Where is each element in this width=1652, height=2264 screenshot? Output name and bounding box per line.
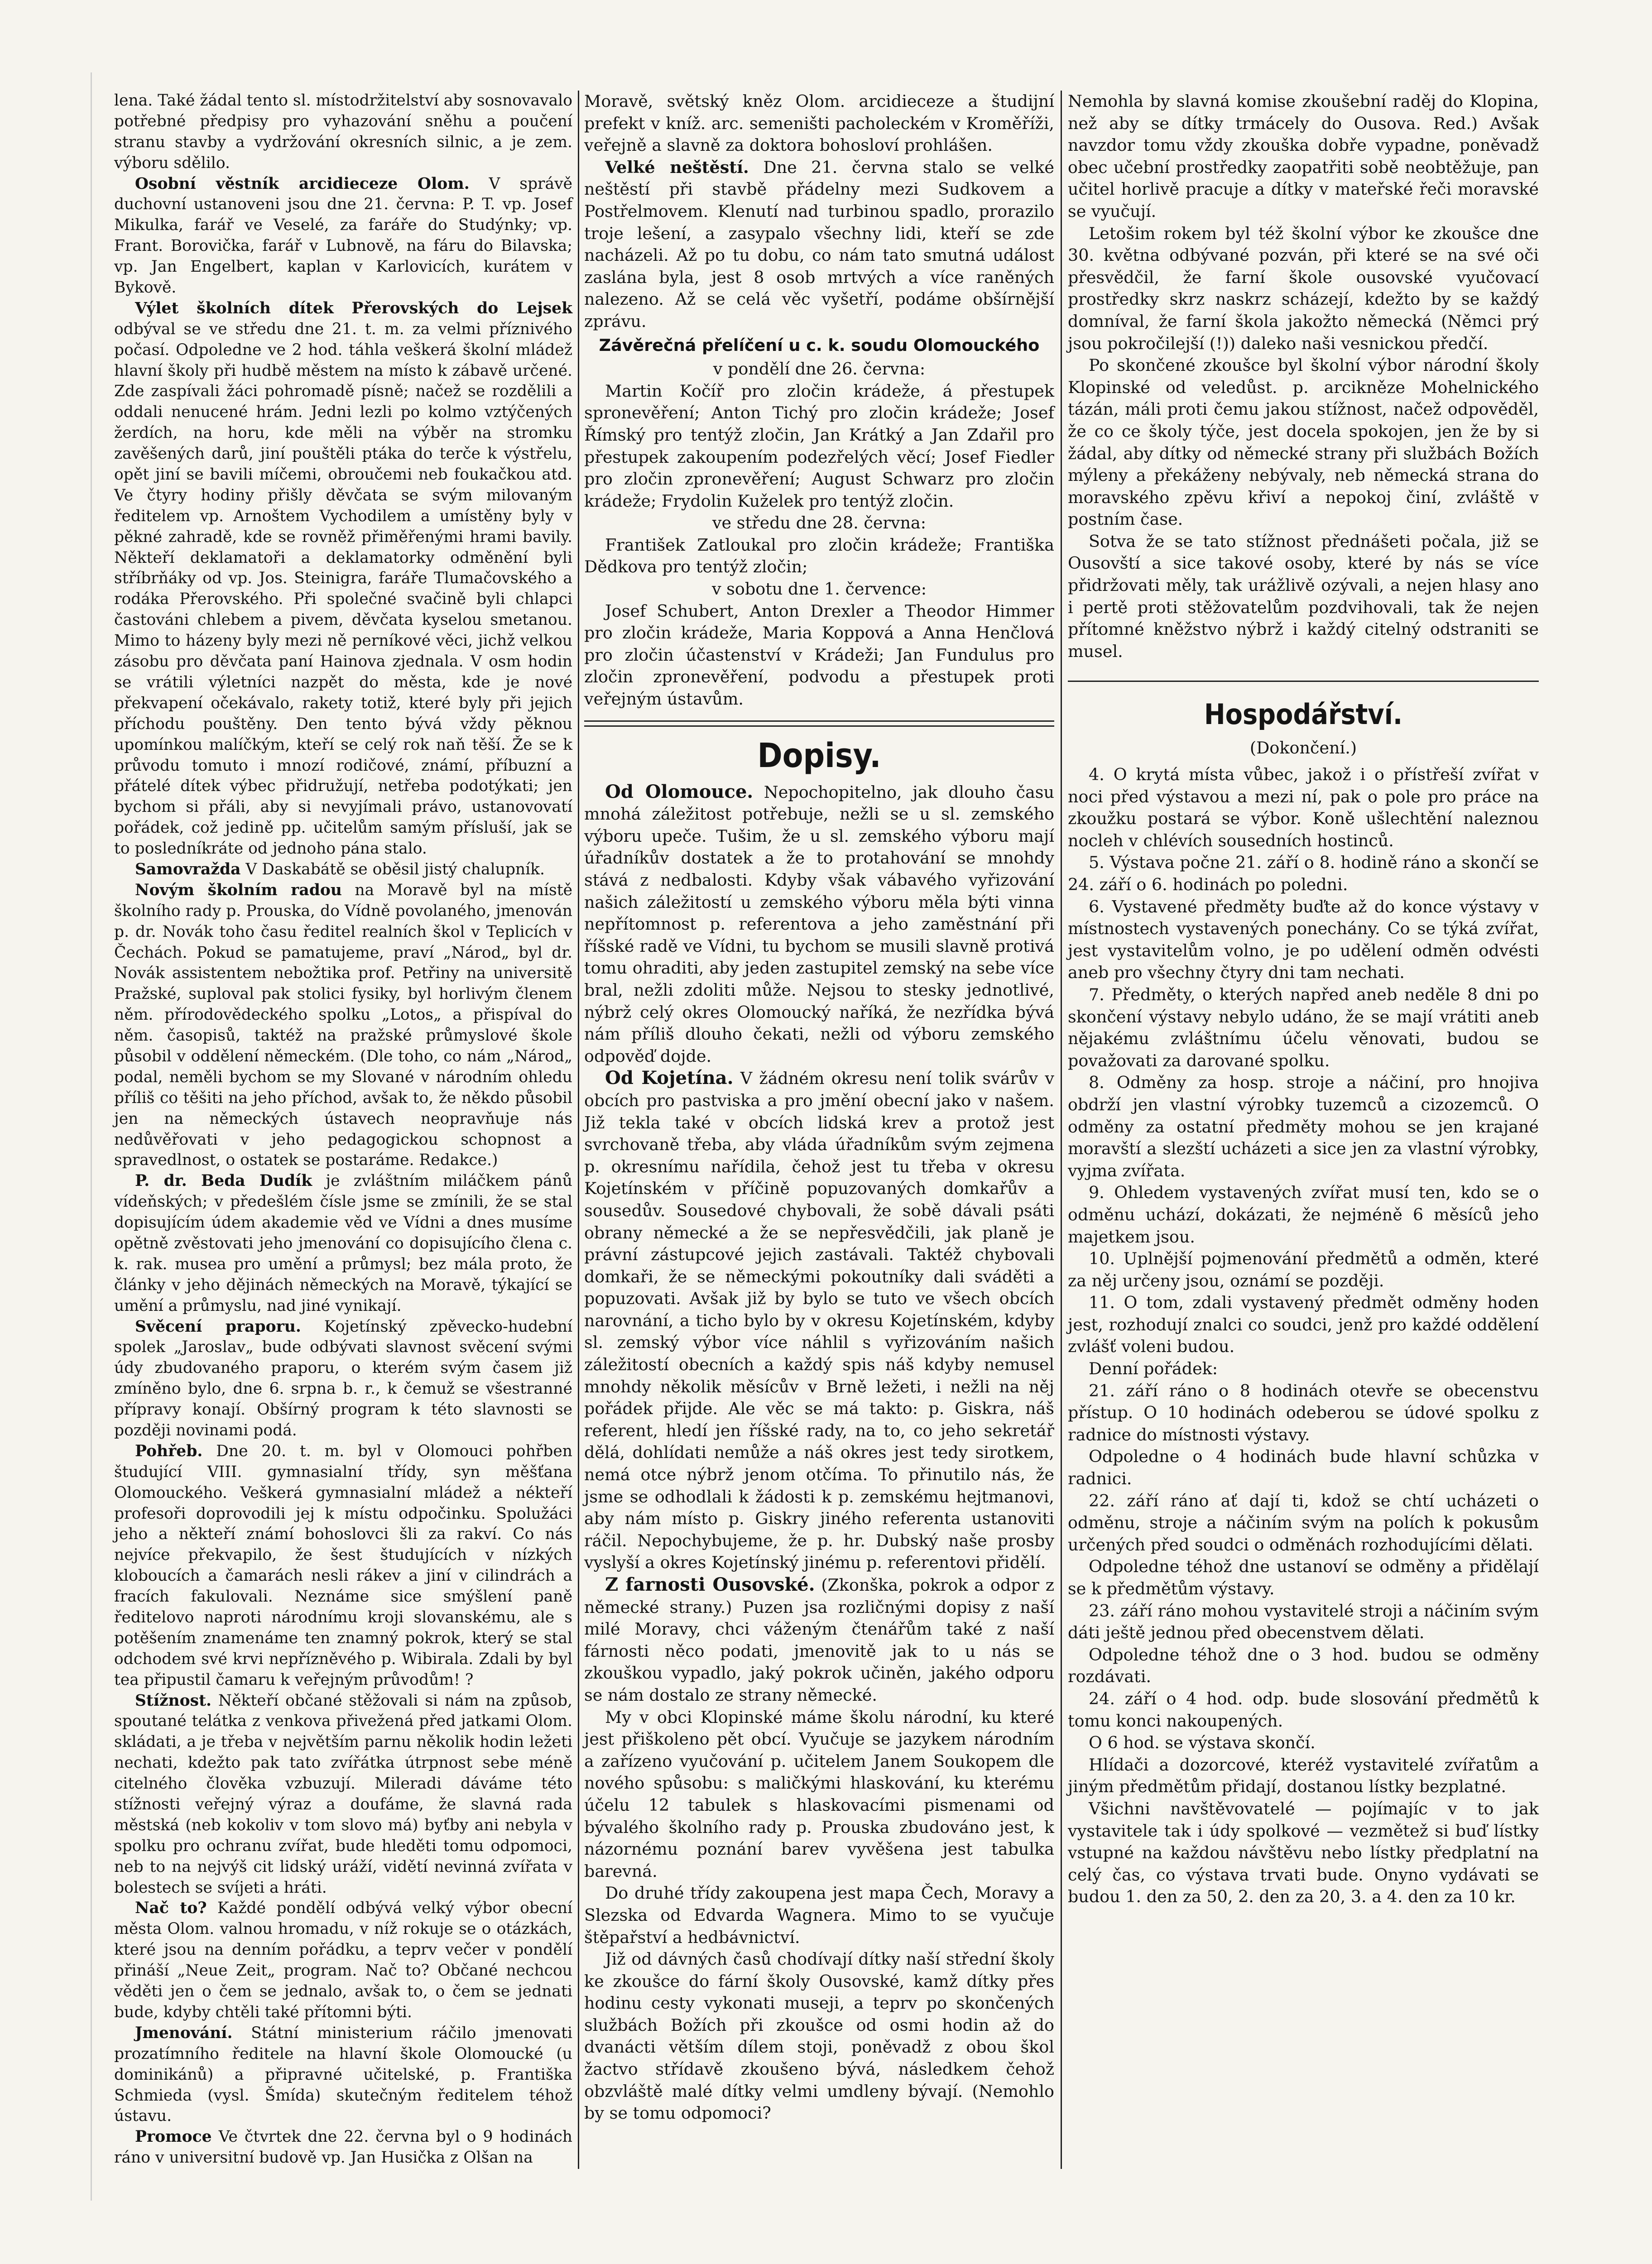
letter-ousov [584, 1574, 1054, 1707]
order-item: O 6 hod. se výstava skončí. [1089, 1733, 1316, 1753]
hospodarstvi-subtitle: (Dokončení.) [1249, 738, 1357, 758]
daily-order-list [1068, 1380, 1539, 1908]
article-heading: Pohřeb. [135, 1442, 203, 1460]
letter-paragraph: Nemohla by slavná komise zkoušební raděj do Klopina, než aby se dítky trmácely do Ousova. Red.) Avšak navzdor tomu vždy zkouška dobře vypadne, poněvadž obec učební prostředky zaopatřiti sobě neobtěžuje, pan učitel horlivě pracuje a dítky v mateřské řeči moravské se vyučují. [1068, 91, 1539, 221]
court-date: v sobotu dne 1. července: [711, 579, 927, 599]
article-heading: Výlet školních dítek Přerovských do Lejsek [135, 299, 572, 317]
article-heading: Stížnost. [135, 1691, 212, 1710]
rule-item: 9. Ohledem vystavených zvířat musí ten, kdo se o odměnu uchází, dokázati, že nejméně 6 měsíců jeho majetkem jsou. [1068, 1183, 1539, 1247]
article-velke-nestesti [584, 157, 1054, 333]
article [114, 174, 572, 298]
article-text: V správě duchovní ustanoveni jsou dne 21. června: P. T. vp. Josef Mikulka, farář ve Veselé, za faráře do Studýnky; vp. Frant. Borovička, farář v Lubnově, na fáru do Bilavska; vp. Jan Engelbert, kaplan v Karlovicích, kurátem v Bykově. [114, 174, 573, 297]
rule-item: 10. Uplnější pojmenování předmětů a odměn, které za něj určeny jsou, oznámí se později. [1068, 1249, 1539, 1290]
daily-order-label: Denní pořádek: [1089, 1359, 1218, 1379]
court-date: ve středu dne 28. června: [712, 513, 927, 533]
letter-ousov-paragraph: Již od dávných časů chodívají dítky naší střední školy ke zkoušce do fární školy Ousovské, kamž dítky přes hodinu cesty vykonati museji, a teprv po skončených službách Božích při zkoušce od osmi hodin až do dvanácti větším dílem stoji, poněvadž z obou škol žactvo střídavě zkoušeno bývá, následkem čehož obzvláště malé dítky velmi umdleny bývají. (Nemohlo by se tomu odpomoci? [584, 1949, 1054, 2123]
article [114, 1317, 572, 1441]
order-item: Všichni navštěvovatelé — pojímajíc v to jak vystavitele tak i údy spolkové — vezmětež si buď lístky vstupné na každou návštěvu nebo lístky předplatní na celý čas, co výstava trvati bude. Onyno vydávati se budou 1. den za 50, 2. den za 20, 3. a 4. den za 10 kr. [1068, 1799, 1539, 1907]
article [114, 1691, 572, 1899]
article-text: Dne 20. t. m. byl v Olomouci pohřben študující VIII. gymnasialní třídy, syn měšťana Olomouckého. Veškerá gymnasialní mládež a nékteří profesoři doprovodili jej k místu odpočinku. Spolužáci jeho a někteří známí bohoslovci šli za rakví. Co nás nejvíce překvapilo, že šest študujících v nízkých kloboucích a čamarách nesli rákev a jiní v cilindrách a fracích fakulovali. Neznáme sice smýšlení paně ředitelovo naproti národnímu kroji slovanskému, ale s potěšením znamenáme ten znamný pokrok, který se stal odchodem své krvi nepřízněvého p. Wibirala. Zdali by byl tea připustil čamaru k veřejným průvodům! ? [114, 1442, 573, 1689]
article-text: na Moravě byl na místě školního rady p. Prouska, do Vídně povolaného, jmenován p. dr. Novák toho času ředitel realních škol v Teplicích v Čechách. Pokud se pamatujeme, praví „Národ„ byl dr. Novák assistentem nebožtika prof. Petřiny na universitě Pražské, suploval pak stolici fysiky, byl horlivým členem něm. přírodovědeckého spolku „Lotos„ a přispíval do něm. časopisů, taktéž na pražské průmyslové škole působil v oddělení německém. (Dle toho, co nám „Národ„ podal, neměli bychom se my Slované v národním ohledu příliš co těšiti na jeho příchod, avšak to, že někdo působil jen na německých ústavech neopravňuje nás nedůvěřovati v jeho pedagogickou schopnost a spravedlnost, o ostatek se postaráme. Redakce.) [114, 881, 573, 1170]
letter-text: V žádném okresu není tolik svárův v obcích pro pastviska a pro jmění obecní jako v našem. Již tekla také v obcích lidská krev a protož jest svrchovaně třeba, aby vláda úřadníkům svým zejmena p. okresnímu nařídila, čehož jest tu třeba v okresu Kojetínském v příčině popuzovaných domkařův a sousedův. Sousedové chybovali, že sobě dávali psáti obrany německé a že se nepřesvědčili, jak planě je právní zástupcové jejich zastávali. Taktéž chybovali domkaři, že se německými pokoutníky dali sváděti a popuzovati. Avšak již by bylo se tuto ve všech obcích narovnání, a ticho bylo by v okresu Kojetínském, kdyby sl. zemský výbor více náhlil s vyřizováním našich záležitostí obecních a každý spis náš kdyby nemusel mnohdy několik měsícův v Brně ležeti, i nežli na něj pořádek přijde. Ale věc se má takto: p. Giskra, náš referent, hledí jen říšské rady, na to, co jeho sekretář dělá, dohlídati nemůže a náš okres jest tedy sirotkem, nemá otce nýbrž jenom otčíma. To přinutilo nás, že jsme se odhodlali k žádosti k p. zemskému hejtmanovi, aby nám místo p. Giskry jiného referenta ustanoviti ráčil. Nepochybujeme, že p. hr. Dubský naše prosby vyslyší a okres Kojetínský jinému p. referentovi přidělí. [584, 1069, 1054, 1573]
article [114, 880, 572, 1171]
article-text: Dne 21. června stalo se velké neštěstí při stavbě přádelny mezi Sudkovem a Postřelmovem. Klenutí nad turbinou spadlo, prorazilo troje lešení, a zasypalo všechny lidi, kteří se zde nacházeli. Až po tu dobu, co nám tato smutná událost zaslána byla, jest 8 osob mrtvých a více raněných nalezeno. Až se celá věc vyšetří, podáme obšírnější zprávu. [584, 157, 1054, 331]
rule-item: 11. O tom, zdali vystavený předmět odměny hoden jest, rozhodují znalci co soudci, jenž pro každé oddělení zvlášť voleni budou. [1068, 1293, 1539, 1357]
court-cases: Martin Kočíř pro zločin krádeže, á přestupek spronevěření; Anton Tichý pro zločin krádeže; Josef Římský pro tentýž zločin, Jan Krátký a Jan Zdařil pro přestupek zakoupením podezřelých věcí; Josef Fiedler pro zločin zpronevěření; August Schwarz pro zločin krádeže; Frydolin Kuželek pro tentýž zločin. [584, 381, 1054, 511]
column-rule-1 [578, 91, 579, 2169]
letter-heading: Od Olomouce. [605, 781, 754, 802]
letter-paragraph: Letošim rokem byl též školní výbor ke zkoušce dne 30. května odbývané pozván, při které se na své oči přesvědčil, že farní škole ousovské vyučovací prostředky skrz naskrz scházejí, kdežto by se každý domníval, že farní škola jakožto německá (Němci prý jsou pokročilejší (!)) daleko naši vesnickou předčí. [1068, 223, 1539, 353]
hospodarstvi-title: Hospodářství. [1204, 698, 1403, 731]
letter-text: Nepochopitelno, jak dlouho času mnohá záležitost potřebuje, nežli se u sl. zemského výboru upeče. Tušim, že u sl. zemského výboru mají úřadníkův dostatek a že to protahování se mnohdy stává z nedbalosti. Kdyby však vábavého vyřizování našich záležitostí u zemského výboru měla býti vinna nepřítomnost p. referentova a jeho zaměstnání při říšské radě ve Vídni, tu bychom se musili slavně protivá tomu ohraditi, aby jeden zastupitel zemský na sebe více bral, nežli zdoliti může. Nejsou to stesky jednotlivé, nýbrž celý okres Olomoucký naříká, že nezřídka bývá nám příliš dlouho čekati, nežli od výboru zemského odpověď dojde. [584, 782, 1054, 1066]
order-item: Odpoledne o 4 hodinách bude hlavní schůzka v radnici. [1068, 1447, 1539, 1489]
article-heading: Novým školním radou [135, 881, 342, 899]
court-listing [584, 358, 1054, 710]
article-heading: Promoce [135, 2128, 212, 2146]
letter-kojetin [584, 1067, 1054, 1574]
court-section-title: Závěrečná přelíčení u c. k. soudu Olomouckého [599, 335, 1040, 355]
rule-item: 7. Předměty, o kterých napřed aneb neděle 8 dni po skončení výstavy nebylo udáno, že se mají vrátiti aneb nějakému zvláštnímu účelu věnovati, budou se považovati za darované spolku. [1068, 984, 1539, 1070]
article-text: Někteří občané stěžovali si nám na způsob, spoutané telátka z venkova přivežená před jatkami Olom. skládati, a je třeba v největším parnu několik hodin ležeti nechati, kdežto pak tato zvířátka útrpnost sebe méně citelného člověka vzbuzují. Mileradi dáváme této stížnosti veřejný výraz a doufáme, že slavná rada městská (neb kokoliv v tom slovo má) byťby ani nebyla v spolku pro ochranu zvířat, bude hleděti tomu odpomoci, neb to na nejvýš cit lidský uráží, vidětí nevinná zvířata v bolestech se svíjeti a hráti. [114, 1691, 572, 1897]
column-middle [584, 91, 1054, 2125]
section-divider [1068, 681, 1539, 682]
rule-item: 6. Vystavené předměty buďte až do konce výstavy v místnostech vystavených ponechány. Co se týká zvířat, jest vystavitelům volno, je po udělení odměn odvésti aneb pro všechny čtyry dni tam nechati. [1068, 897, 1539, 983]
article [114, 1171, 572, 1316]
article-heading: Osobní věstník arcidieceze Olom. [135, 174, 470, 193]
article [114, 1441, 572, 1691]
article-text: odbýval se ve středu dne 21. t. m. za velmi příznivého počasí. Odpoledne ve 2 hod. táhla veškerá školní mládež hlavní školy při hudbě městem na místo k zábavě určené. Zde zaspívali žáci pohromadě písně; načež se rozdělili a oddali nenucené hrám. Jedni lezli po kolmo vztýčených žerdích, na horu, kde měli na výběr na stromku zavěšených darů, jiní pouštěli ptáka do terče k výstřelu, opět jiní se bavili míčemi, obroučemi neb foukačkou atd. Ve čtyry hodiny přišly děvčata se svým milovaným ředitelem vp. Arnoštem Vychodilem a umístěny byly v pěkné zahradě, kde se rovněž přiměřenými hrami bavily. Někteří deklamatoři a deklamatorky odměnění byli stříbrňáky od vp. Jos. Steinigra, faráře Tlumačovského a rodáka Přerovského. Při společné svačině byli chlapci častováni chlebem a pivem, děvčata kyselou smetanou. Mimo to házeny byly mezi ně perníkové věci, jichž velkou zásobu pro děvčata paní Hainova zjednala. V osm hodin se vrátili výletníci nazpět do města, kde je nové překvapení očekávalo, rakety totiž, které byly při jejich příchodu pouštěny. Den tento bývá vždy pěknou upomínkou malíčkým, kteří se celý rok naň těší. Že se k průvodu tomuto i mnozí rodičové, známí, příbuzní a přátelé dítek výbec přidružují, netřeba podotýkati; jen bychom si přáli, aby si nevyjímali právo, ustanovovatí pořádek, což jedině pp. učitelům samým přísluší, jak se to posledníkráte od jednoho pána stalo. [114, 320, 572, 858]
article-heading: Nač to? [135, 1899, 207, 1918]
order-item: 21. září ráno o 8 hodinách otevře se obecenstvu přístup. O 10 hodinách odeberou se údové spolku z radnice do místnosti výstavy. [1068, 1381, 1539, 1444]
order-item: 24. září o 4 hod. odp. bude slosování předmětů k tomu konci nakoupených. [1068, 1688, 1539, 1731]
article-heading: Svěcení praporu. [135, 1317, 301, 1336]
article-text: Ve čtvrtek dne 22. června byl o 9 hodinách ráno v universitní budově vp. Jan Husička z Olšan na [114, 2128, 573, 2167]
rule-item: 5. Výstava počne 21. září o 8. hodině ráno a skončí se 24. září o 6. hodinách po poledni. [1068, 853, 1539, 894]
article-text: Státní ministerium ráčilo jmenovati prozatímního ředitele na hlavní škole Olomoucké (u dominikánů) a připravné učitelské, p. Františka Schmieda (vysl. Šmída) skutečným ředitelem téhož ústavu. [114, 2024, 573, 2125]
court-cases: Josef Schubert, Anton Drexler a Theodor Himmer pro zločin krádeže, Maria Koppová a Anna Henčlová pro zločin účastenství v Krádeži; Jan Fundulus pro zločin zpronevěření, podvodu a přestupek proti veřejným ústavům. [584, 601, 1054, 709]
article [114, 2023, 572, 2127]
column-rule-2 [1061, 91, 1062, 2169]
article-text: Kojetínský zpěvecko-hudební spolek „Jaroslav„ bude odbývati slavnost svěcení svými údy zbudovaného praporu, o kterém svým časem již zmíněno bylo, dne 6. srpna b. r., k čemuž se všestranné přípravy konají. Obšírný program k této slavnosti se později novinami podá. [114, 1317, 573, 1439]
rule-item: 8. Odměny za hosp. stroje a náčiní, pro hnojiva obdrží jen vlastní výrobky tuzemců a cizozemců. O odměny za ostatní předměty mohou se jen krajané moravští a slezští ucházeti a sice jen za vlastní výrobky, vyjma zvířata. [1068, 1073, 1539, 1180]
rule-item: 4. O krytá místa vůbec, jakož i o přístřeší zvířat v noci před výstavou a mezi ní, pak o pole pro práce na zkoužku postará se výbor. Koně ušlechtění naleznou nocleh v chlévích sousedních hostinců. [1068, 765, 1539, 850]
article-heading: P. dr. Beda Dudík [135, 1172, 312, 1190]
article [114, 2127, 572, 2168]
column-right [1068, 91, 1539, 1908]
column-left [114, 91, 572, 2168]
article-text: V Daskabátě se oběsil jistý chalupník. [245, 860, 545, 878]
order-item: Hlídači a dozorcové, kteréž vystavitelé zvířatům a jiným předmětům přidají, dostanou lístky bezplatné. [1068, 1755, 1539, 1797]
letter-paragraph: Po skončené zkoušce byl školní výbor národní školy Klopinské od veledůst. p. arcikněze Mohelnického tázán, máli proti čemu jakou stížnost, načež odpověděl, že co ce školy týče, jest docela spokojen, jen že by si žádal, aby dítky od německé strany při službách Božích mýleny a překáženy nebývaly, neb německá strana do moravského zpěvu křiví a nepokoj činí, zvláště v postním čase. [1068, 355, 1539, 529]
order-item: Odpoledne téhož dne o 3 hod. budou se odměny rozdávati. [1068, 1645, 1539, 1687]
dopisy-title: Dopisy. [757, 736, 881, 775]
letter-ousov-paragraph: Do druhé třídy zakoupena jest mapa Čech, Moravy a Slezska od Edvarda Wagnera. Mimo to se vyučuje štěpařství a hedbávnictví. [584, 1883, 1054, 1947]
order-item: 23. září ráno mohou vystavitelé stroji a náčiním svým dáti ještě jednou před obecenstvem dělati. [1068, 1601, 1539, 1643]
court-date: v pondělí dne 26. června: [713, 359, 926, 379]
article [114, 91, 572, 174]
article-heading: Velké neštěstí. [605, 157, 749, 177]
article-heading: Samovražda [135, 860, 241, 878]
article [114, 859, 572, 880]
letter-heading: Z farnosti Ousovské. [605, 1574, 815, 1595]
article-text: lena. Také žádal tento sl. místodržitelství aby sosnovavalo potřebné předpisy pro vyhazování sněhu a poučení stranu stavby a vydržování okresních silnic, a je zem. výboru sdělilo. [114, 91, 572, 172]
exhibition-rules [1068, 764, 1539, 1358]
letter-olomouc [584, 781, 1054, 1068]
letter-text: (Zkonška, pokrok a odpor z německé strany.) Puzen jsa rozličnými dopisy z naší milé Moravy, chci váženým čtenářům také z naší fárnosti něco podati, jmenovitě jak to u nás se zkouškou vypadlo, jaký pokrok učiněn, jakého odporu se nám dostalo ze strany německé. [584, 1575, 1054, 1705]
article-text: je zvláštním miláčkem pánů vídeňských; v předešlém čísle jsme se zmínili, že se stal dopisujícím údem akademie věd ve Vídni a dnes musíme opětně zvěstovati jeho jmenování co dopisujícího člena c. k. rak. musea pro umění a průmysl; bez mála proto, že články v jeho dějinách německých na Moravě, týkající se umění a průmyslu, nad jiné vynikají. [114, 1172, 573, 1315]
order-item: 22. září ráno ať dají ti, kdož se chtí ucházeti o odměnu, stroje a náčiním svým na polích k pokusům určených před soudci o odměnách rozhodujícími dělati. [1068, 1491, 1539, 1554]
section-divider [584, 720, 1054, 727]
order-item: Odpoledne téhož dne ustanoví se odměny a přidělají se k předmětům výstavy. [1068, 1557, 1539, 1598]
court-cases: František Zatloukal pro zločin krádeže; Františka Dědkova pro tentýž zločin; [584, 535, 1054, 577]
letter-ousov-paragraph: My v obci Klopinské máme školu národní, ku které jest přiškoleno pět obcí. Vyučuje se jazykem národním a zařízeno vyučování p. učitelem Janem Soukopem dle nového spůsobu: s maličkými hlaskování, ku kterému účelu 12 tabulek s hlaskovacími pismenami od bývalého školního rady p. Prouska zbudováno jest, k názornému poznání barev vyvěšena jest tabulka barevná. [584, 1707, 1054, 1881]
letter-ousov-continued [1068, 91, 1539, 662]
letter-heading: Od Kojetína. [605, 1067, 734, 1089]
col2-intro: Moravě, světský kněz Olom. arcidieceze a študijní prefekt v kníž. arc. semeništi pacholeckém v Kroměříži, veřejně a slavně za doktora bohosloví prohlášen. [584, 91, 1054, 155]
article [114, 1898, 572, 2023]
article [114, 298, 572, 859]
letter-paragraph: Sotva že se tato stížnost přednášeti počala, již se Ousovští a sice takové osoby, které by nás se více přidržovati měly, tak urážlivě ozývali, a nejen hlasy ano i pertě proti stěžovatelům pozdvihovali, tak že nejen přítomné kněžstvo nýbrž i každý citelný odstraniti se musel. [1068, 531, 1539, 661]
article-text: Každé pondělí odbývá velký výbor obecní města Olom. valnou hromadu, v níž rokuje se o otázkách, které jsou na denním pořádku, a teprv večer v pondělí přináší „Neue Zeit„ program. Nač to? Občané nechcou věděti jen o čem se jednalo, avšak to, o čem se jednati bude, kdyby chtěli také přítomni býti. [114, 1899, 572, 2021]
article-heading: Jmenování. [135, 2024, 233, 2042]
